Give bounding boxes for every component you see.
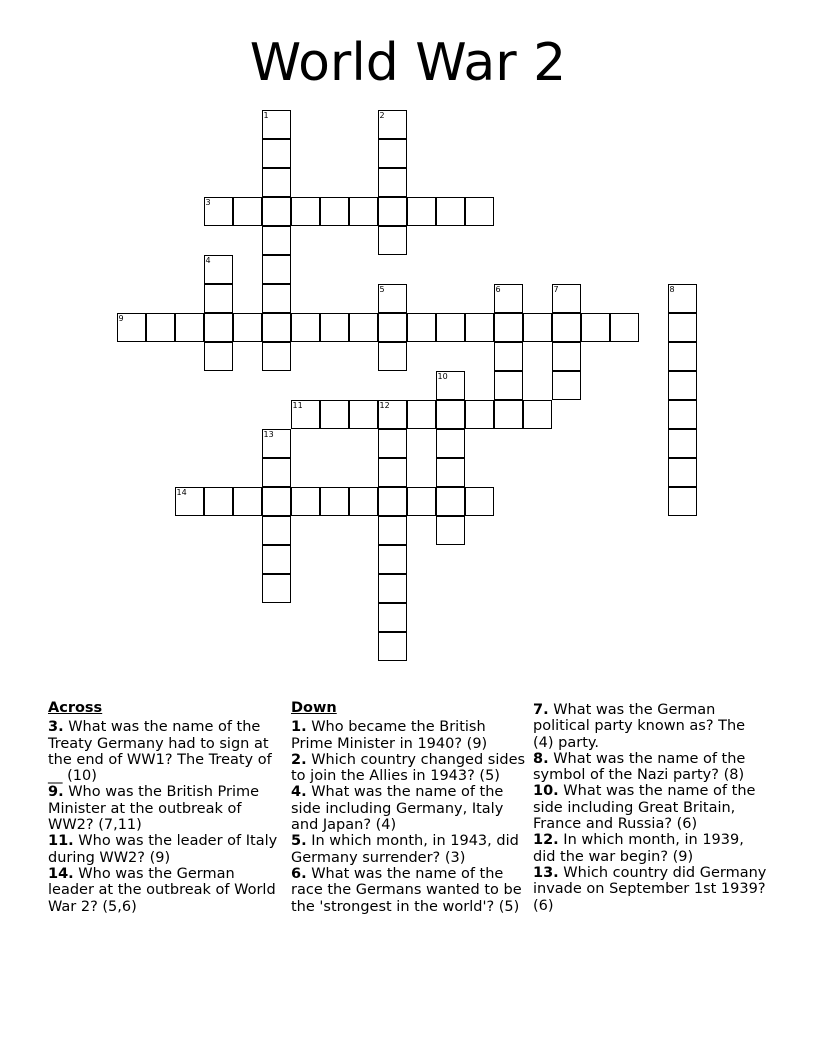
grid-cell[interactable] [378, 400, 407, 429]
down-clues-continued [533, 702, 768, 914]
grid-cell[interactable] [262, 255, 291, 284]
grid-cell[interactable] [465, 487, 494, 516]
grid-cell[interactable] [204, 197, 233, 226]
grid-cell[interactable] [320, 400, 349, 429]
clue-item [533, 832, 768, 865]
clue-text: Which country changed sides to join the Allies in 1943? (5) [291, 751, 526, 785]
clue-text: What was the name of the race the Germans wanted to be the 'strongest in the world'? (5) [291, 865, 522, 915]
clue-number: 10. [533, 783, 559, 800]
grid-cell[interactable] [523, 400, 552, 429]
grid-cell[interactable] [668, 429, 697, 458]
grid-cell[interactable] [262, 139, 291, 168]
grid-cell[interactable] [378, 574, 407, 603]
grid-cell[interactable] [436, 458, 465, 487]
clue-number: 4. [291, 784, 307, 801]
clue-item [48, 719, 280, 784]
grid-cell[interactable] [146, 313, 175, 342]
grid-cell[interactable] [262, 284, 291, 313]
clue-number: 2. [291, 751, 307, 768]
grid-cell[interactable] [552, 342, 581, 371]
grid-cell[interactable] [204, 255, 233, 284]
grid-cell[interactable] [378, 603, 407, 632]
grid-cell[interactable] [436, 197, 465, 226]
grid-cell[interactable] [291, 313, 320, 342]
clue-item [533, 865, 768, 914]
cell-number: 11 [292, 400, 303, 410]
across-clues [48, 700, 280, 915]
clue-item [533, 751, 768, 784]
grid-cell[interactable] [378, 139, 407, 168]
grid-cell[interactable] [204, 487, 233, 516]
grid-cell[interactable] [262, 458, 291, 487]
clue-text: In which month, in 1943, did Germany surrender? (3) [291, 833, 519, 866]
cell-number: 13 [263, 429, 274, 439]
grid-cell[interactable] [668, 342, 697, 371]
grid-cell[interactable] [378, 487, 407, 516]
clue-text: What was the name of the Treaty Germany had to sign at the end of WW1? The Treaty of __ (10) [48, 719, 272, 785]
grid-cell[interactable] [262, 168, 291, 197]
grid-cell[interactable] [291, 487, 320, 516]
grid-cell[interactable] [378, 429, 407, 458]
clue-text: Which country did Germany invade on September 1st 1939? (6) [533, 864, 767, 914]
cell-number: 3 [205, 197, 211, 207]
grid-cell[interactable] [117, 313, 146, 342]
grid-cell[interactable] [552, 371, 581, 400]
grid-cell[interactable] [349, 487, 378, 516]
grid-cell[interactable] [378, 284, 407, 313]
grid-cell[interactable] [262, 342, 291, 371]
grid-cell[interactable] [378, 458, 407, 487]
grid-cell[interactable] [494, 313, 523, 342]
grid-cell[interactable] [668, 284, 697, 313]
clue-text: What was the name of the side including Great Britain, France and Russia? (6) [533, 783, 756, 833]
clue-text: Who was the leader of Italy during WW2? (9) [48, 833, 278, 866]
clue-item [48, 784, 280, 833]
clue-item [291, 784, 526, 833]
clue-item [48, 866, 280, 915]
grid-cell[interactable] [262, 574, 291, 603]
cell-number: 2 [379, 110, 385, 120]
clue-text: Who was the German leader at the outbreak of World War 2? (5,6) [48, 865, 276, 915]
grid-cell[interactable] [668, 371, 697, 400]
clue-item [533, 783, 768, 832]
grid-cell[interactable] [291, 197, 320, 226]
clue-number: 13. [533, 864, 559, 881]
grid-cell[interactable] [291, 400, 320, 429]
across-heading: Across [48, 700, 103, 716]
grid-cell[interactable] [320, 487, 349, 516]
grid-cell[interactable] [523, 313, 552, 342]
grid-cell[interactable] [436, 429, 465, 458]
grid-cell[interactable] [233, 313, 262, 342]
grid-cell[interactable] [204, 342, 233, 371]
clue-number: 12. [533, 832, 559, 849]
clue-number: 3. [48, 719, 64, 736]
grid-cell[interactable] [378, 545, 407, 574]
grid-cell[interactable] [465, 400, 494, 429]
clue-text: In which month, in 1939, did the war begin? (9) [533, 832, 744, 865]
grid-cell[interactable] [378, 197, 407, 226]
clue-item [291, 833, 526, 866]
grid-cell[interactable] [349, 313, 378, 342]
clue-text: What was the name of the side including Germany, Italy and Japan? (4) [291, 784, 504, 834]
grid-cell[interactable] [378, 110, 407, 139]
page-title: World War 2 [249, 33, 567, 93]
grid-cell[interactable] [233, 197, 262, 226]
grid-cell[interactable] [262, 313, 291, 342]
clue-number: 1. [291, 719, 307, 736]
grid-cell[interactable] [581, 313, 610, 342]
clue-item [291, 866, 526, 915]
clue-item [533, 702, 768, 751]
cell-number: 5 [379, 284, 385, 294]
clue-text: Who was the British Prime Minister at the outbreak of WW2? (7,11) [48, 784, 260, 834]
grid-cell[interactable] [610, 313, 639, 342]
clue-number: 11. [48, 833, 74, 850]
clue-item [291, 719, 526, 752]
grid-cell[interactable] [436, 313, 465, 342]
grid-cell[interactable] [494, 400, 523, 429]
grid-cell[interactable] [494, 284, 523, 313]
down-heading: Down [291, 700, 337, 716]
grid-cell[interactable] [407, 487, 436, 516]
grid-cell[interactable] [668, 313, 697, 342]
grid-cell[interactable] [262, 226, 291, 255]
grid-cell[interactable] [465, 197, 494, 226]
grid-cell[interactable] [378, 632, 407, 661]
cell-number: 9 [118, 313, 124, 323]
clue-number: 9. [48, 784, 64, 801]
grid-cell[interactable] [552, 313, 581, 342]
grid-cell[interactable] [320, 197, 349, 226]
grid-cell[interactable] [436, 516, 465, 545]
down-clues [291, 700, 526, 915]
clue-number: 14. [48, 865, 74, 882]
cell-number: 8 [669, 284, 675, 294]
grid-cell[interactable] [378, 226, 407, 255]
grid-cell[interactable] [204, 313, 233, 342]
clue-number: 6. [291, 865, 307, 882]
grid-cell[interactable] [320, 313, 349, 342]
cell-number: 14 [176, 487, 187, 497]
clue-number: 5. [291, 833, 307, 850]
grid-cell[interactable] [349, 197, 378, 226]
grid-cell[interactable] [407, 400, 436, 429]
grid-cell[interactable] [407, 197, 436, 226]
clue-text: What was the German political party known as? The (4) party. [533, 702, 746, 751]
grid-cell[interactable] [175, 313, 204, 342]
grid-cell[interactable] [262, 487, 291, 516]
grid-cell[interactable] [494, 371, 523, 400]
clue-item [291, 752, 526, 785]
grid-cell[interactable] [233, 487, 262, 516]
cell-number: 6 [495, 284, 501, 294]
clue-number: 7. [533, 702, 549, 718]
grid-cell[interactable] [436, 487, 465, 516]
grid-cell[interactable] [465, 313, 494, 342]
grid-cell[interactable] [262, 197, 291, 226]
clue-text: What was the name of the symbol of the Nazi party? (8) [533, 750, 746, 784]
cell-number: 12 [379, 400, 390, 410]
clue-item [48, 833, 280, 866]
grid-cell[interactable] [668, 487, 697, 516]
cell-number: 4 [205, 255, 211, 265]
grid-cell[interactable] [668, 458, 697, 487]
grid-cell[interactable] [552, 284, 581, 313]
clue-text: Who became the British Prime Minister in 1940? (9) [291, 719, 488, 752]
grid-cell[interactable] [378, 342, 407, 371]
cell-number: 10 [437, 371, 448, 381]
cell-number: 7 [553, 284, 559, 294]
grid-cell[interactable] [262, 545, 291, 574]
grid-cell[interactable] [378, 313, 407, 342]
grid-cell[interactable] [204, 284, 233, 313]
grid-cell[interactable] [494, 342, 523, 371]
grid-cell[interactable] [262, 516, 291, 545]
grid-cell[interactable] [436, 400, 465, 429]
clue-number: 8. [533, 750, 549, 767]
grid-cell[interactable] [378, 516, 407, 545]
grid-cell[interactable] [262, 429, 291, 458]
cell-number: 1 [263, 110, 269, 120]
grid-cell[interactable] [407, 313, 436, 342]
grid-cell[interactable] [262, 110, 291, 139]
grid-cell[interactable] [436, 371, 465, 400]
grid-cell[interactable] [349, 400, 378, 429]
grid-cell[interactable] [378, 168, 407, 197]
grid-cell[interactable] [668, 400, 697, 429]
grid-cell[interactable] [175, 487, 204, 516]
